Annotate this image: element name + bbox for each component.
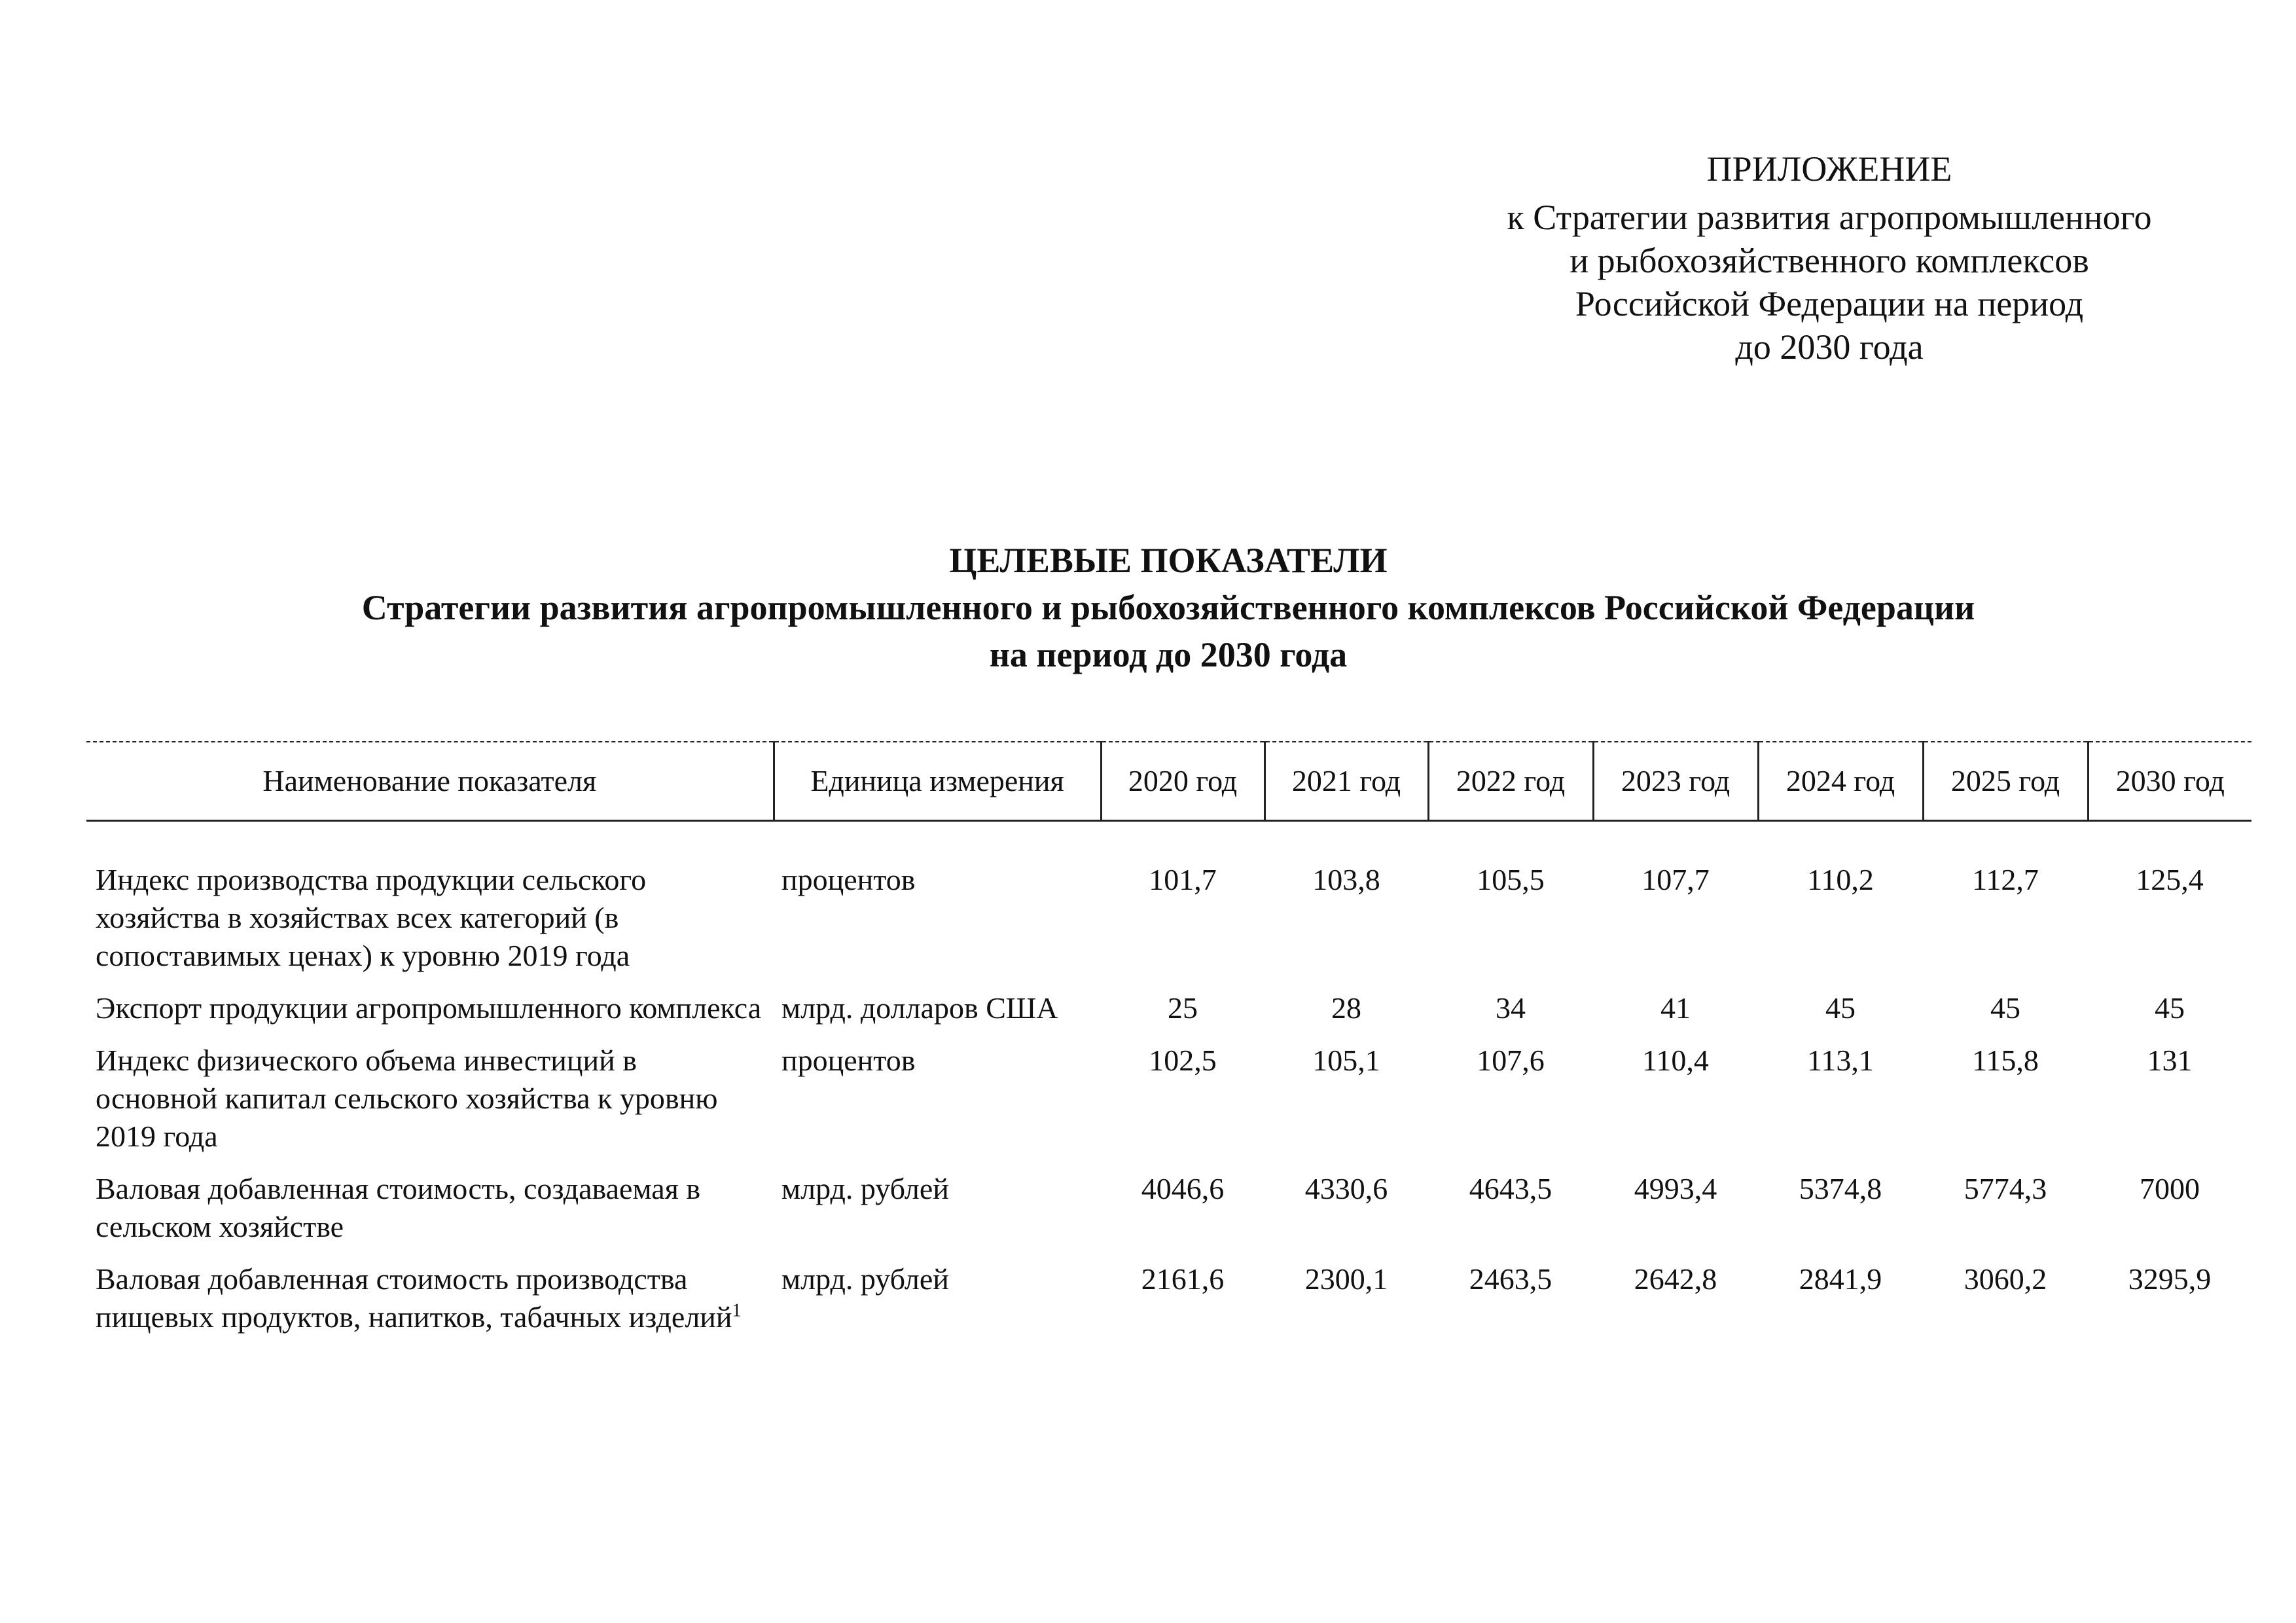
indicator-value: 131 [2147,1044,2193,1077]
heading-title: ЦЕЛЕВЫЕ ПОКАЗАТЕЛИ [949,541,1388,580]
appendix-line: к Стратегии развития агропромышленного [1507,198,2152,237]
indicator-unit: млрд. долларов США [781,991,1058,1025]
indicator-unit: млрд. рублей [781,1172,949,1205]
indicator-value: 107,6 [1477,1044,1545,1077]
indicator-unit: процентов [781,1044,916,1077]
indicator-value: 113,1 [1807,1044,1874,1077]
indicator-value: 28 [1331,991,1361,1025]
table-row [86,1042,2251,1170]
indicator-value: 3295,9 [2128,1262,2212,1296]
indicator-value: 45 [2155,991,2185,1025]
indicator-value: 45 [1990,991,2020,1025]
appendix-title: ПРИЛОЖЕНИЕ [1706,149,1952,189]
indicator-value: 110,2 [1807,863,1874,896]
indicator-value: 4046,6 [1141,1172,1225,1205]
indicator-unit: млрд. рублей [781,1262,949,1296]
indicator-name: Валовая добавленная стоимость, создаваемая в сельском хозяйстве [96,1172,701,1243]
header-year: 2030 год [2088,742,2251,821]
indicator-name: Валовая добавленная стоимость производства пищевых продуктов, напитков, табачных изделий [96,1262,732,1334]
indicator-name: Индекс физического объема инвестиций в основной капитал сельского хозяйства к уровню 2019 года [96,1044,718,1153]
indicator-value: 5774,3 [1964,1172,2047,1205]
indicator-name: Индекс производства продукции сельского хозяйства в хозяйствах всех категорий (в сопоставимых ценах) к уровню 2019 года [96,863,647,972]
appendix-line: Российской Федерации на период [1575,284,2084,323]
indicator-value: 34 [1496,991,1526,1025]
header-year: 2021 год [1265,742,1428,821]
header-year: 2023 год [1593,742,1758,821]
indicator-value: 25 [1168,991,1198,1025]
indicator-value: 4993,4 [1634,1172,1717,1205]
indicator-value: 2161,6 [1141,1262,1225,1296]
indicator-value: 41 [1660,991,1691,1025]
indicator-value: 105,5 [1477,863,1545,896]
indicator-name: Экспорт продукции агропромышленного комплекса [96,991,762,1025]
indicator-value: 4330,6 [1304,1172,1388,1205]
indicator-value: 2463,5 [1469,1262,1552,1296]
table-spacer [86,821,2251,862]
header-year: 2020 год [1101,742,1265,821]
table-row [86,1260,2251,1351]
table-row [86,989,2251,1042]
indicator-unit: процентов [781,863,916,896]
indicator-value: 3060,2 [1964,1262,2047,1296]
table-row [86,861,2251,989]
indicator-value: 103,8 [1312,863,1380,896]
indicator-value: 2841,9 [1799,1262,1882,1296]
indicator-value: 2642,8 [1634,1262,1717,1296]
indicator-value: 101,7 [1149,863,1217,896]
indicator-value: 45 [1825,991,1856,1025]
indicator-value: 7000 [2140,1172,2200,1205]
document-heading [216,537,2121,678]
appendix-line: и рыбохозяйственного комплексов [1570,241,2089,280]
header-name: Наименование показателя [86,742,774,821]
appendix-block [1394,147,2265,369]
indicator-value: 5374,8 [1799,1172,1882,1205]
table-row [86,1170,2251,1260]
header-year: 2022 год [1428,742,1593,821]
indicator-value: 2300,1 [1304,1262,1388,1296]
indicators-table [86,741,2251,1351]
header-year: 2025 год [1923,742,2088,821]
table-header-row [86,742,2251,821]
footnote-mark: 1 [732,1300,742,1321]
indicator-value: 105,1 [1312,1044,1380,1077]
indicator-value: 4643,5 [1469,1172,1552,1205]
header-year: 2024 год [1758,742,1923,821]
appendix-line: до 2030 года [1735,327,1924,367]
indicator-value: 112,7 [1972,863,2039,896]
indicator-value: 110,4 [1642,1044,1709,1077]
indicator-name-cell [86,1260,774,1351]
indicator-value: 115,8 [1972,1044,2039,1077]
heading-subtitle-period: на период до 2030 года [989,635,1348,674]
indicator-value: 102,5 [1149,1044,1217,1077]
header-unit: Единица измерения [774,742,1101,821]
indicator-value: 107,7 [1641,863,1710,896]
indicator-value: 125,4 [2136,863,2204,896]
heading-subtitle: Стратегии развития агропромышленного и рыбохозяйственного комплексов Российской Федерации [361,588,1975,627]
